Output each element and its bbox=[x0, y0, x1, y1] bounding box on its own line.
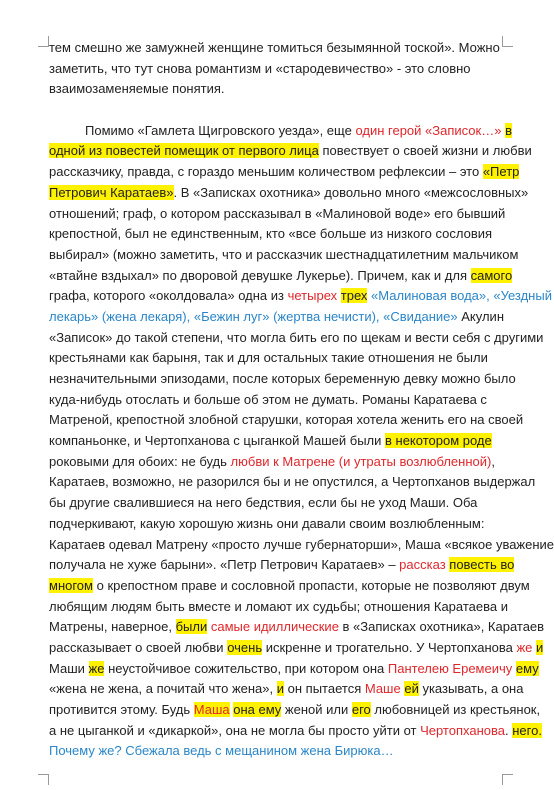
text-run: , bbox=[269, 681, 277, 697]
text-line bbox=[49, 659, 539, 680]
text-run: . bbox=[505, 722, 513, 738]
paragraph-gap bbox=[49, 100, 511, 121]
crop-mark-top-left bbox=[38, 36, 49, 47]
text-run: рассказывает о своей любви bbox=[49, 639, 228, 655]
highlighted-text: ему bbox=[515, 660, 539, 676]
red-text: самые идиллические bbox=[210, 619, 339, 635]
text-line bbox=[49, 59, 511, 80]
red-text: же bbox=[516, 639, 533, 655]
blue-text: «Малиновая вода», «Уездный bbox=[371, 288, 552, 304]
text-line bbox=[49, 348, 511, 369]
highlighted-text: и bbox=[536, 639, 544, 655]
highlighted-text: ей bbox=[404, 681, 419, 697]
text-line bbox=[49, 555, 515, 576]
text-line bbox=[49, 700, 541, 721]
red-text: Маше bbox=[364, 681, 401, 697]
text-line bbox=[49, 162, 520, 183]
highlighted-text: него. bbox=[512, 722, 542, 738]
text-run: графа, которого «околдовала» одна из bbox=[49, 288, 288, 304]
highlighted-text: «Петр bbox=[482, 164, 520, 180]
text-line bbox=[49, 741, 511, 762]
text-run: Матрены, наверное, bbox=[49, 619, 176, 635]
text-line bbox=[49, 514, 511, 535]
text-run: подчеркивают, какую хорошую жизнь они давали своим возлюбленным: bbox=[49, 515, 485, 531]
text-line bbox=[49, 307, 511, 328]
text-run: искренне и трогательно. У Чертопханова bbox=[262, 639, 517, 655]
text-run: Акулин bbox=[457, 308, 504, 324]
text-line bbox=[49, 369, 516, 390]
highlighted-text: и bbox=[276, 681, 285, 697]
text-run: крепостной, был не единственным, кто «все больше из низкого сословия bbox=[49, 226, 493, 242]
text-run: взаимозаменяемые понятия. bbox=[49, 81, 225, 97]
text-run: Каратаев, возможно, не разорился бы и не опустился, а Чертопханов выдержал bbox=[49, 474, 536, 490]
text-run: указывать, а она bbox=[418, 681, 524, 697]
text-line bbox=[49, 266, 511, 287]
crop-mark-bottom-right bbox=[502, 774, 513, 785]
highlighted-text: одной из повестей помещик от первого лица bbox=[49, 143, 319, 159]
text-run: отношений; граф, о котором рассказывал в «Малиновой воде» его бывший bbox=[49, 205, 506, 221]
text-run: Маши bbox=[49, 660, 89, 676]
text-run: Каратаев одевал Матрену «просто лучше губернаторши», Маша «всякое уважение bbox=[49, 536, 554, 552]
highlighted-text: в некотором роде bbox=[385, 433, 492, 449]
text-run: он пытается bbox=[284, 681, 365, 697]
highlighted-text: были bbox=[175, 619, 208, 635]
text-line bbox=[49, 472, 536, 493]
document-body[interactable] bbox=[49, 38, 554, 762]
text-run: тем смешно же замужней женщине томиться безымянной тоской». Можно bbox=[49, 40, 500, 55]
blue-text: лекарь» (жена лекаря), «Бежин луг» (жертва нечисти), «Свидание» bbox=[49, 308, 458, 324]
text-line bbox=[49, 576, 530, 597]
red-text: Чертопханова bbox=[420, 722, 505, 738]
text-line bbox=[49, 535, 554, 556]
text-run: Матреной, крепостной злобной старушки, которая хотела женить его на своей bbox=[49, 412, 524, 428]
crop-mark-bottom-left bbox=[38, 774, 49, 785]
text-line bbox=[49, 121, 511, 142]
highlighted-red-text: Маша bbox=[193, 702, 230, 717]
text-line bbox=[49, 38, 511, 59]
highlighted-text: в bbox=[505, 122, 512, 138]
highlighted-text: очень bbox=[227, 639, 263, 655]
text-line bbox=[49, 452, 511, 473]
text-run: «Записок» до такой степени, что могла бить его по щекам и вести себя с другими bbox=[49, 329, 544, 345]
text-line bbox=[49, 410, 524, 431]
text-run: о крепостном праве и сословной пропасти, которые не позволяют двум bbox=[92, 577, 530, 593]
highlighted-text: Петрович Каратаев» bbox=[49, 184, 174, 200]
text-line bbox=[49, 286, 552, 307]
highlighted-text: самого bbox=[470, 267, 513, 283]
text-run: любовницей из крестьянок, bbox=[370, 702, 541, 717]
highlighted-text: же bbox=[88, 660, 105, 676]
text-line bbox=[49, 597, 511, 618]
red-text: Пантелею Еремеичу bbox=[387, 660, 513, 676]
text-run: выбирал» (можно заметить, что и рассказчик шестнадцатилетним мальчиком bbox=[49, 246, 519, 262]
text-run: . В «Записках охотника» довольно много «межсословных» bbox=[173, 184, 529, 200]
red-text: один герой «Записок…» bbox=[355, 122, 502, 138]
text-run: в «Записках охотника», Каратаев bbox=[338, 619, 545, 635]
highlighted-text: трех bbox=[340, 288, 368, 304]
text-line bbox=[49, 679, 524, 700]
text-run: крестьянами как барыня, так и для остальных такие отношения не были bbox=[49, 350, 488, 366]
text-run: роковыми для обоих: не будь bbox=[49, 453, 231, 469]
text-run: противится этому. Будь bbox=[49, 702, 194, 717]
text-run: любящим людям быть вместе и ломают их судьбы; отношения Каратаева и bbox=[49, 598, 508, 614]
text-run: «жена не жена, а почитай что жена» bbox=[49, 681, 270, 697]
text-line bbox=[49, 245, 519, 266]
text-line bbox=[49, 493, 511, 514]
text-run: рассказчику, правда, с гораздо меньшим количеством рефлексии – это bbox=[49, 164, 483, 180]
text-run: бы другие свалившиеся на него бедствия, если бы не уход Маши. Оба bbox=[49, 495, 478, 511]
red-text: рассказ bbox=[399, 557, 446, 573]
text-run: женой или bbox=[281, 702, 352, 717]
text-line bbox=[49, 224, 511, 245]
text-run: Помимо «Гамлета Щигровского уезда», еще bbox=[85, 122, 356, 138]
text-run: незначительными эпизодами, после которых беременную девку можно было bbox=[49, 371, 516, 386]
text-line bbox=[49, 204, 511, 225]
text-line bbox=[49, 638, 544, 659]
text-run: неустойчивое сожительство, при котором она bbox=[104, 660, 388, 676]
text-line bbox=[49, 328, 544, 349]
blue-text: Почему же? Сбежала ведь с мещанином жена Бирюка… bbox=[49, 743, 394, 759]
text-line bbox=[49, 141, 532, 162]
text-run: получала не хуже барыни». «Петр Петрович Каратаев» – bbox=[49, 557, 400, 573]
red-text: четырех bbox=[287, 288, 338, 304]
text-run: заметить, что тут снова романтизм и «стародевичество» - это словно bbox=[49, 60, 471, 76]
text-line bbox=[49, 79, 511, 100]
text-line bbox=[49, 183, 529, 204]
highlighted-text: многом bbox=[49, 577, 93, 593]
text-line bbox=[49, 431, 511, 452]
text-run: «втайне вздыхал» по дворовой девушке Лукерье). Причем, как и для bbox=[49, 267, 471, 283]
highlighted-text: повесть во bbox=[449, 557, 515, 573]
text-run: а не цыганкой и «дикаркой», она не могла бы просто уйти от bbox=[49, 722, 421, 738]
text-line bbox=[49, 617, 545, 638]
text-run: , bbox=[491, 453, 495, 469]
text-line bbox=[49, 390, 511, 411]
red-text: любви к Матрене (и утраты возлюбленной) bbox=[230, 453, 492, 469]
highlighted-text: она ему bbox=[233, 702, 282, 717]
text-run: повествует о своей жизни и любви bbox=[318, 143, 532, 159]
text-run: компаньонке, и Чертопханова с цыганкой Машей были bbox=[49, 433, 385, 449]
text-line bbox=[49, 721, 542, 742]
text-run: куда-нибудь отослать и больше об этом не думать. Романы Каратаева с bbox=[49, 391, 487, 407]
highlighted-text: его bbox=[351, 702, 371, 717]
